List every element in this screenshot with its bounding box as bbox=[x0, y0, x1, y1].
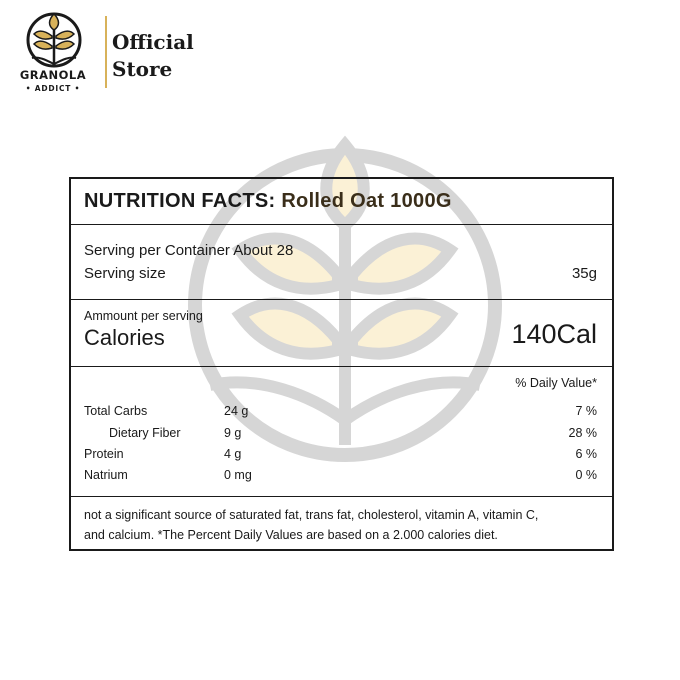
calories-section bbox=[71, 299, 612, 367]
nutrient-name: Protein bbox=[84, 447, 124, 461]
nutrient-daily-value: 0 % bbox=[575, 468, 597, 482]
nutrient-daily-value: 7 % bbox=[575, 404, 597, 418]
serving-size-value: 35g bbox=[571, 265, 597, 282]
footnote-section bbox=[71, 496, 612, 551]
title-prefix: NUTRITION FACTS: bbox=[84, 190, 276, 212]
footnote-line1: not a significant source of saturated fat, trans fat, cholesterol, vitamin A, vitamin C, bbox=[84, 508, 539, 522]
daily-value-section bbox=[71, 366, 612, 497]
logo-wordmark-line2: • ADDICT • bbox=[25, 84, 81, 93]
footnote bbox=[84, 505, 609, 545]
nutrient-name: Natrium bbox=[84, 468, 128, 482]
panel-title bbox=[84, 190, 452, 213]
logo-wordmark-line1: GRANOLA bbox=[19, 68, 87, 82]
amount-per-serving: Ammount per serving bbox=[84, 309, 203, 323]
nutrient-amount: 24 g bbox=[224, 404, 249, 418]
nutrient-amount: 9 g bbox=[224, 426, 242, 440]
nutrient-daily-value: 28 % bbox=[568, 426, 597, 440]
serving-section bbox=[71, 224, 612, 300]
nutrient-daily-value: 6 % bbox=[575, 447, 597, 461]
calories-value: 140Cal bbox=[511, 319, 597, 349]
serving-size-label: Serving size bbox=[84, 265, 166, 282]
store-label-line2: Store bbox=[112, 57, 173, 81]
title-section bbox=[71, 179, 612, 225]
nutrition-facts-panel bbox=[69, 177, 614, 551]
nutrient-name: Total Carbs bbox=[84, 404, 148, 418]
product-name: Rolled Oat 1000G bbox=[281, 190, 452, 212]
footnote-line2: and calcium. *The Percent Daily Values are based on a 2.000 calories diet. bbox=[84, 528, 498, 542]
brand-header bbox=[0, 0, 240, 110]
serving-per-container: Serving per Container About 28 bbox=[84, 242, 294, 259]
nutrient-amount: 4 g bbox=[224, 447, 242, 461]
store-label-line1: Official bbox=[112, 30, 194, 54]
daily-value-header: % Daily Value* bbox=[515, 376, 597, 390]
calories-label: Calories bbox=[84, 325, 165, 350]
nutrient-amount: 0 mg bbox=[224, 468, 252, 482]
header-divider bbox=[105, 16, 107, 88]
nutrient-name: Dietary Fiber bbox=[109, 426, 181, 440]
